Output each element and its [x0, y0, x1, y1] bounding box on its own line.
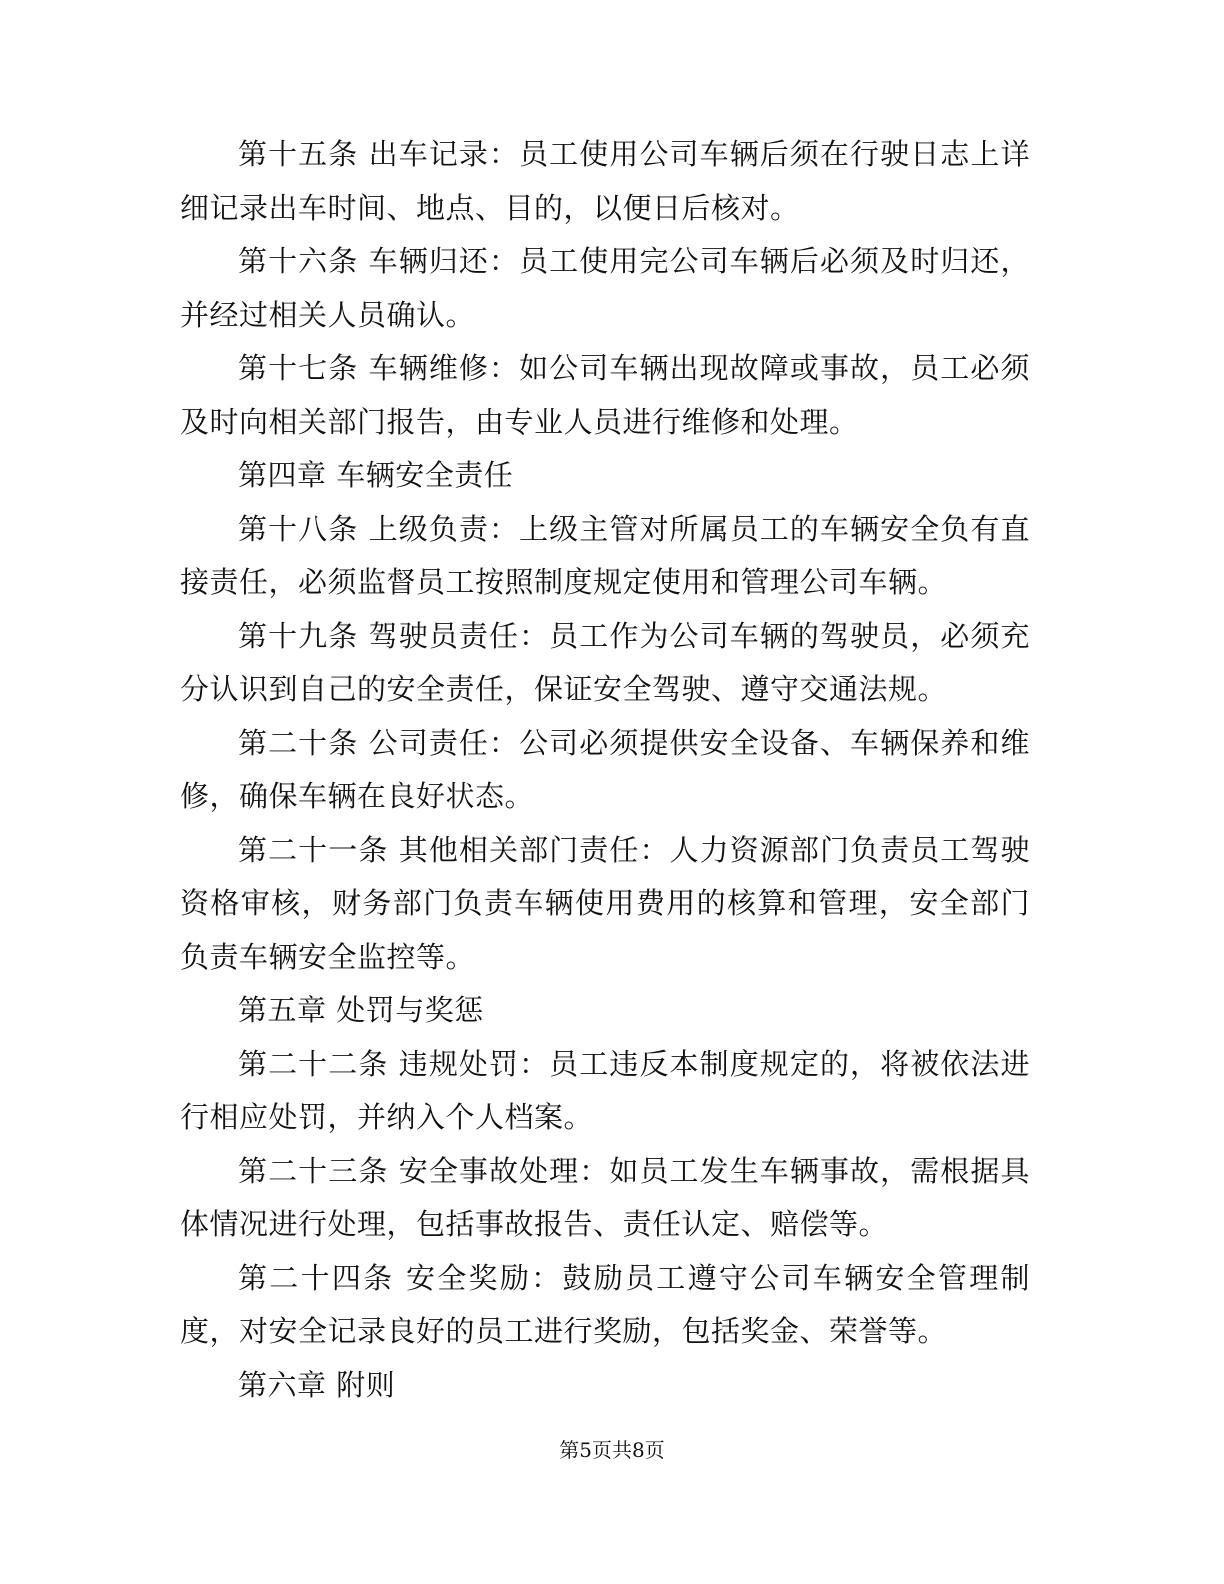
page-number-footer: 第5页共8页: [559, 1438, 665, 1462]
article-19: 第十九条 驾驶员责任：员工作为公司车辆的驾驶员，必须充分认识到自己的安全责任，保证安全驾驶、遵守交通法规。: [180, 618, 1030, 706]
article-24: 第二十四条 安全奖励：鼓励员工遵守公司车辆安全管理制度，对安全记录良好的员工进行奖励，包括奖金、荣誉等。: [180, 1260, 1030, 1348]
article-15: 第十五条 出车记录：员工使用公司车辆后须在行驶日志上详细记录出车时间、地点、目的，以便日后核对。: [180, 137, 1030, 225]
document-body: [180, 128, 1030, 1412]
article-23: 第二十三条 安全事故处理：如员工发生车辆事故，需根据具体情况进行处理，包括事故报告、责任认定、赔偿等。: [180, 1153, 1030, 1241]
chapter-4-heading: 第四章 车辆安全责任: [238, 458, 514, 492]
article-16: 第十六条 车辆归还：员工使用完公司车辆后必须及时归还，并经过相关人员确认。: [180, 244, 1030, 332]
article-20: 第二十条 公司责任：公司必须提供安全设备、车辆保养和维修，确保车辆在良好状态。: [180, 725, 1030, 813]
chapter-6-heading: 第六章 附则: [238, 1367, 396, 1402]
chapter-5-heading: 第五章 处罚与奖惩: [238, 993, 484, 1027]
article-22: 第二十二条 违规处罚：员工违反本制度规定的，将被依法进行相应处罚，并纳入个人档案。: [180, 1046, 1030, 1134]
article-17: 第十七条 车辆维修：如公司车辆出现故障或事故，员工必须及时向相关部门报告，由专业人员进行维修和处理。: [180, 351, 1030, 439]
article-18: 第十八条 上级负责：上级主管对所属员工的车辆安全负有直接责任，必须监督员工按照制度规定使用和管理公司车辆。: [180, 511, 1030, 599]
article-21: 第二十一条 其他相关部门责任：人力资源部门负责员工驾驶资格审核，财务部门负责车辆使用费用的核算和管理，安全部门负责车辆安全监控等。: [180, 832, 1030, 974]
